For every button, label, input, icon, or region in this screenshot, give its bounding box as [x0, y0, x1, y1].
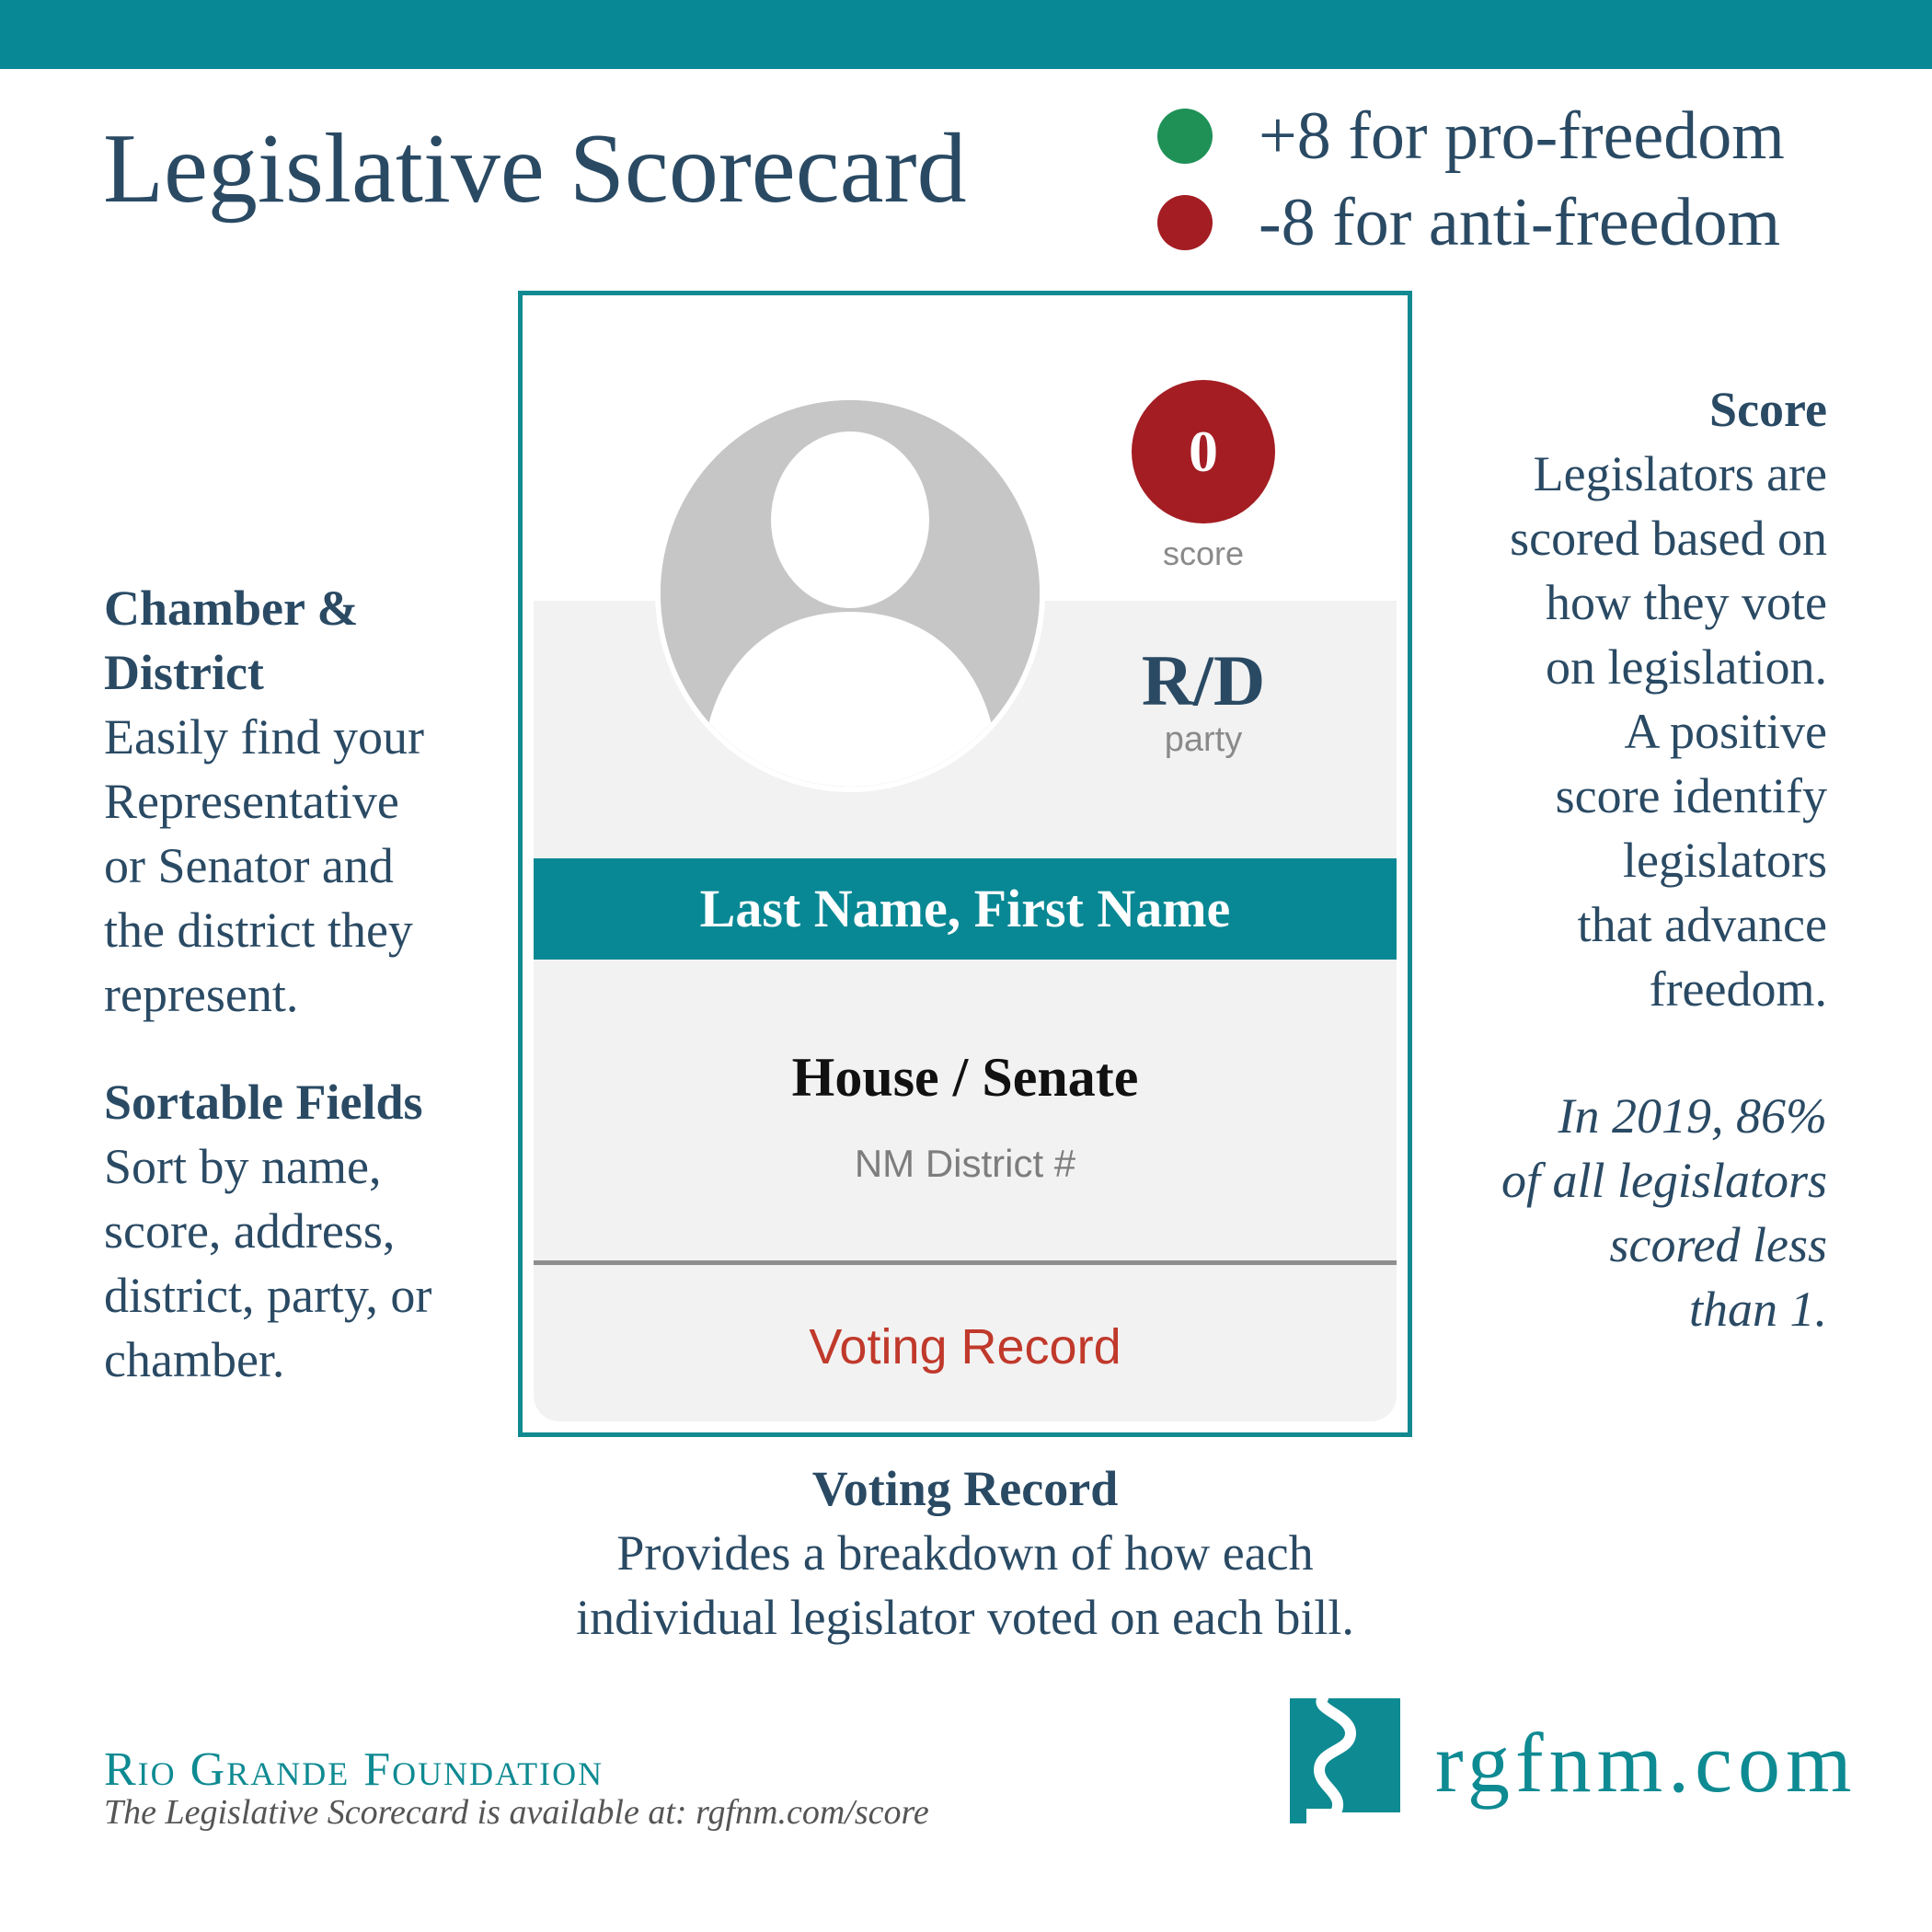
callout-text: individual legislator voted on each bill. [576, 1590, 1354, 1645]
callout-heading: District [104, 645, 264, 700]
callout-text: or Senator and [104, 838, 394, 893]
callout-heading: Voting Record [811, 1461, 1119, 1516]
callout-text: represent. [104, 967, 299, 1022]
page-title: Legislative Scorecard [103, 114, 967, 224]
rgf-new-mexico-logo-icon [1286, 1695, 1404, 1827]
callout-text: Provides a breakdown of how each [616, 1525, 1314, 1581]
top-accent-bar [0, 0, 1932, 69]
organization-subtext: The Legislative Scorecard is available at: rgfnm.com/score [104, 1793, 929, 1832]
chamber-label: House / Senate [791, 1047, 1139, 1108]
callout-text: Legislators are [1533, 446, 1827, 501]
callout-text: chamber. [104, 1332, 285, 1387]
green-dot-icon [1157, 109, 1213, 164]
legislator-name-bar[interactable] [534, 858, 1397, 960]
voting-record-link[interactable]: Voting Record [809, 1319, 1121, 1374]
legislator-card-frame [518, 291, 1412, 1437]
callout-text: Easily find your [104, 709, 424, 765]
legend-label: +8 for pro-freedom [1259, 98, 1785, 174]
callout-text: that advance [1577, 897, 1827, 952]
callout-text: the district they [104, 903, 413, 958]
district-label: NM District # [854, 1142, 1076, 1185]
score-statistic-note [1395, 1084, 1827, 1341]
callout-heading: Chamber & [104, 581, 359, 636]
statistic-text: of all legislators [1501, 1153, 1827, 1208]
statistic-text: In 2019, 86% [1558, 1088, 1827, 1144]
score-callout [1395, 377, 1827, 1021]
callout-text: legislators [1623, 833, 1827, 888]
callout-text: Sort by name, [104, 1139, 382, 1194]
party-value: R/D [1141, 640, 1266, 720]
statistic-text: scored less [1609, 1217, 1827, 1272]
voting-record-callout [518, 1456, 1412, 1650]
score-label: score [1162, 535, 1245, 572]
card-divider [534, 1260, 1397, 1265]
legend-item-anti-freedom [1157, 186, 1780, 259]
callout-text: Representative [104, 774, 399, 829]
legislator-name: Last Name, First Name [699, 879, 1231, 938]
legend-label: -8 for anti-freedom [1259, 185, 1781, 260]
callout-heading: Score [1709, 382, 1827, 437]
party-label: party [1164, 720, 1243, 759]
red-dot-icon [1157, 195, 1213, 250]
chamber-district-callout [104, 576, 490, 1027]
callout-text: on legislation. [1546, 639, 1827, 695]
organization-name: Rio Grande Foundation [104, 1743, 604, 1796]
score-badge[interactable] [1132, 380, 1275, 523]
callout-text: score identify [1555, 768, 1827, 823]
callout-text: district, party, or [104, 1268, 432, 1323]
sortable-fields-callout [104, 1070, 490, 1392]
legislator-card [534, 306, 1397, 1421]
callout-text: how they vote [1546, 575, 1827, 630]
person-placeholder-icon [661, 400, 1040, 787]
callout-text: freedom. [1649, 961, 1827, 1017]
website-link[interactable]: rgfnm.com [1435, 1716, 1857, 1810]
callout-text: scored based on [1510, 511, 1827, 566]
score-value: 0 [1189, 419, 1218, 484]
callout-heading: Sortable Fields [104, 1075, 423, 1130]
legend-item-pro-freedom [1157, 99, 1785, 173]
avatar [655, 395, 1045, 792]
callout-text: A positive [1624, 704, 1827, 759]
statistic-text: than 1. [1688, 1282, 1827, 1337]
callout-text: score, address, [104, 1203, 396, 1259]
